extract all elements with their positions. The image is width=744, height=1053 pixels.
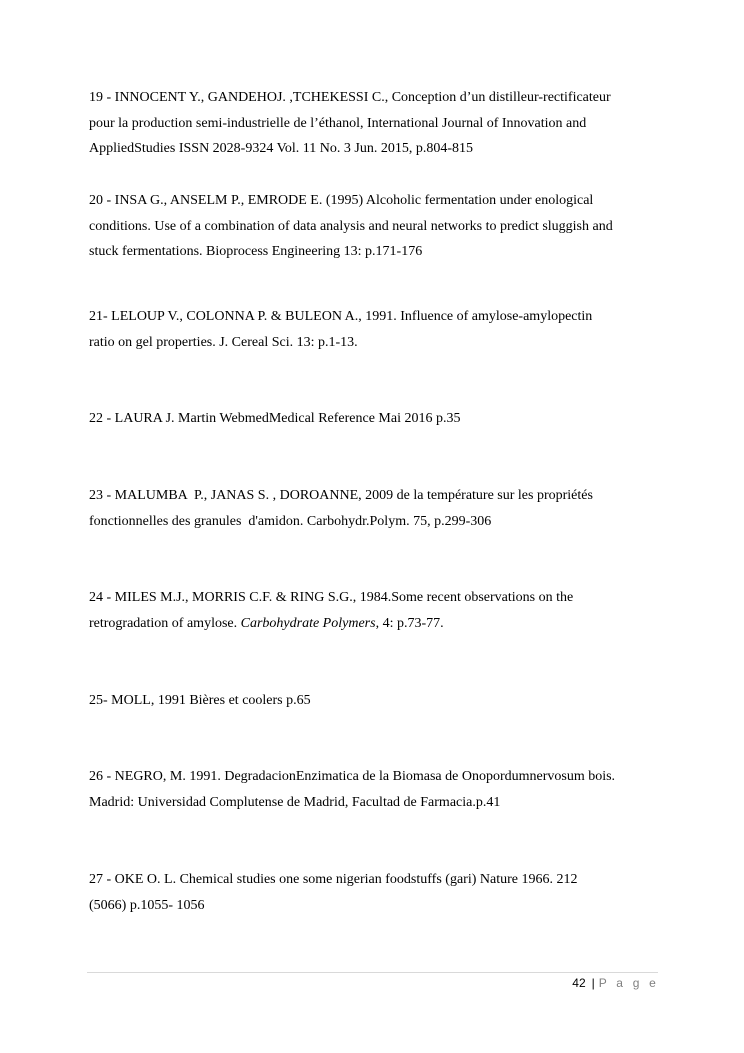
reference-24-line-2 bbox=[89, 611, 669, 637]
reference-26-line-1: 26 - NEGRO, M. 1991. DegradacionEnzimatica de la Biomasa de Onopordumnervosum bois. bbox=[89, 769, 616, 784]
reference-23-line-1: 23 - MALUMBA P., JANAS S. , DOROANNE, 2009 de la température sur les propriétés bbox=[89, 488, 593, 503]
reference-24-line-1: 24 - MILES M.J., MORRIS C.F. & RING S.G., 1984.Some recent observations on the bbox=[89, 590, 574, 605]
page-label: P a g e bbox=[598, 976, 659, 990]
reference-20-line-2: conditions. Use of a combination of data analysis and neural networks to predict sluggish and bbox=[89, 218, 613, 234]
reference-19 bbox=[89, 85, 669, 162]
reference-22-line-1: 22 - LAURA J. Martin WebmedMedical Reference Mai 2016 p.35 bbox=[89, 411, 461, 426]
reference-22 bbox=[89, 406, 669, 432]
footer-separator: | bbox=[591, 976, 595, 990]
reference-24-line-2-tail: , 4: p.73-77. bbox=[375, 615, 444, 631]
reference-26 bbox=[89, 764, 669, 815]
reference-19-line-2: pour la production semi-industrielle de l’éthanol, International Journal of Innovation and bbox=[89, 115, 587, 131]
reference-20 bbox=[89, 188, 669, 265]
reference-23 bbox=[89, 483, 669, 534]
reference-21 bbox=[89, 304, 669, 355]
reference-23-line-2: fonctionnelles des granules d'amidon. Carbohydr.Polym. 75, p.299-306 bbox=[89, 513, 492, 529]
page-number: 42 bbox=[572, 976, 586, 990]
reference-27 bbox=[89, 867, 669, 918]
reference-19-line-3: AppliedStudies ISSN 2028-9324 Vol. 11 No. 3 Jun. 2015, p.804-815 bbox=[89, 141, 473, 156]
reference-20-line-1: 20 - INSA G., ANSELM P., EMRODE E. (1995) Alcoholic fermentation under enological bbox=[89, 193, 594, 208]
reference-24-journal-title: Carbohydrate Polymers bbox=[240, 615, 376, 631]
reference-19-line-1: 19 - INNOCENT Y., GANDEHOJ. ,TCHEKESSI C., Conception d’un distilleur-rectificateur bbox=[89, 90, 611, 105]
reference-21-line-1: 21- LELOUP V., COLONNA P. & BULEON A., 1991. Influence of amylose-amylopectin bbox=[89, 309, 593, 324]
footer-divider bbox=[87, 972, 658, 973]
reference-24 bbox=[89, 585, 669, 636]
reference-21-line-2: ratio on gel properties. J. Cereal Sci. 13: p.1-13. bbox=[89, 334, 358, 350]
reference-27-line-2: (5066) p.1055- 1056 bbox=[89, 897, 205, 913]
reference-20-line-3: stuck fermentations. Bioprocess Engineering 13: p.171-176 bbox=[89, 244, 423, 259]
reference-26-line-2: Madrid: Universidad Complutense de Madrid, Facultad de Farmacia.p.41 bbox=[89, 794, 501, 810]
reference-27-line-1: 27 - OKE O. L. Chemical studies one some nigerian foodstuffs (gari) Nature 1966. 212 bbox=[89, 872, 578, 887]
page-footer bbox=[572, 975, 659, 991]
reference-24-line-2-text: retrogradation of amylose. bbox=[89, 615, 241, 631]
reference-25-line-1: 25- MOLL, 1991 Bières et coolers p.65 bbox=[89, 693, 311, 708]
reference-25 bbox=[89, 688, 669, 714]
